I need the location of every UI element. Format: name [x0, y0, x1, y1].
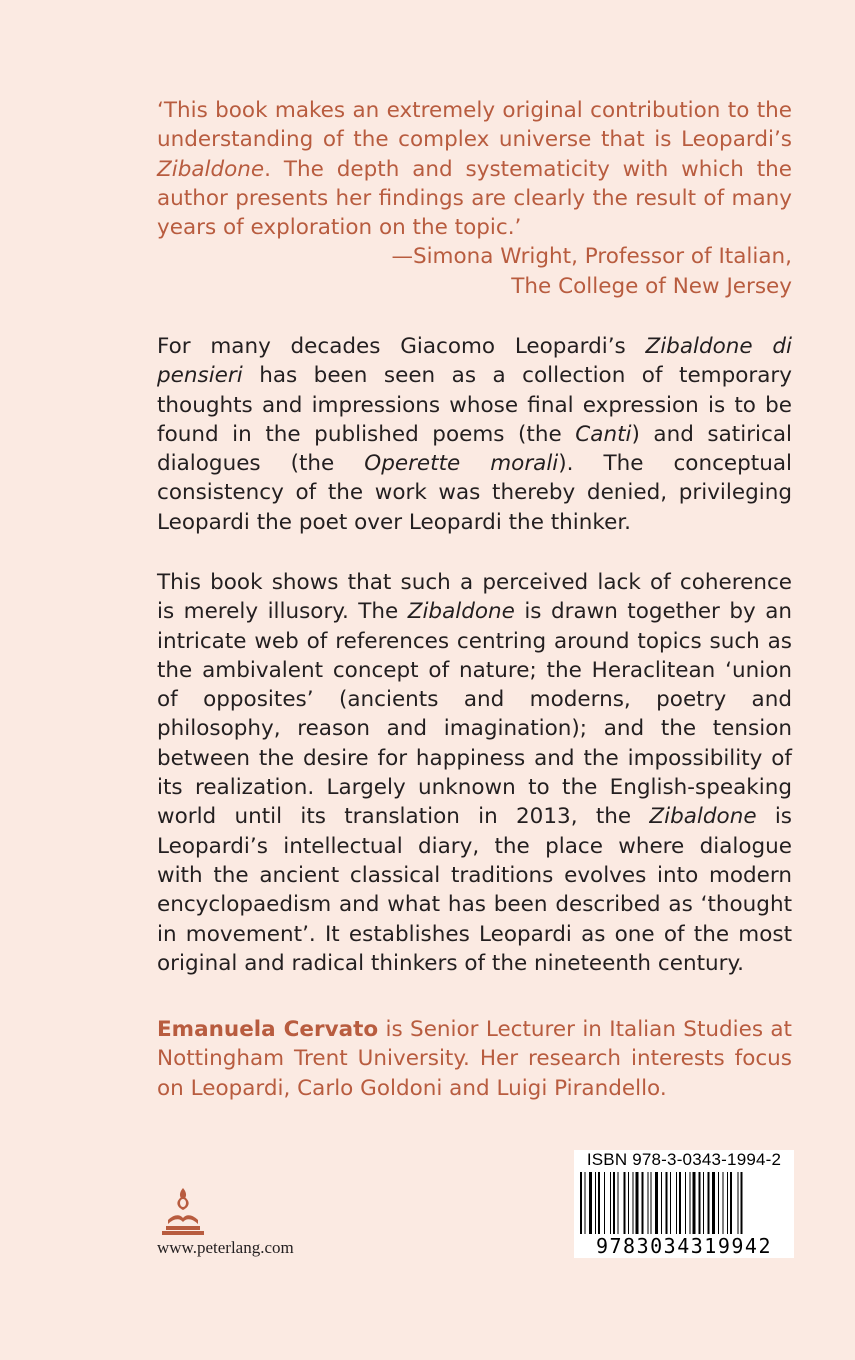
barcode-bar — [676, 1172, 677, 1236]
barcode-bar — [738, 1172, 739, 1236]
barcode-bar — [636, 1172, 639, 1236]
barcode-bar — [741, 1172, 743, 1236]
barcode-bar — [712, 1172, 715, 1236]
barcode-bar — [685, 1172, 686, 1236]
barcode-bar — [679, 1172, 681, 1236]
description-paragraph-2: This book shows that such a perceived lack of coherence is merely illusory. The Zibaldone is drawn together by an intricate web of references centring around topics such as the ambivalent concept of nature; the Heraclitean ‘union of opposites’ (ancients and moderns, poetry and philosophy, reason and imagination); and the tension between the desire for happiness and the impossibility of its realization. Largely unknown to the English-speaking world until its translation in 2013, the Zibaldone is Leopardi’s intellectual diary, the place where dialogue with the ancient classical traditions evolves into modern encyclopaedism and what has been described as ‘thought in movement’. It establishes Leopardi as one of the most original and radical thinkers of the nineteenth century. — [157, 570, 792, 976]
barcode-bar — [580, 1172, 582, 1236]
barcode-bar — [699, 1172, 701, 1236]
barcode-bar — [723, 1172, 724, 1236]
attribution-line-1: —Simona Wright, Professor of Italian, — [391, 244, 792, 270]
barcode-digits: 9783034319942 — [574, 1234, 794, 1258]
quote-text: ‘This book makes an extremely original contribution to the understanding of the complex universe that is Leopardi’s Zibaldone. The depth and systematicity with which the author presents her findings are clearly the result of many years of exploration on the topic.’ — [157, 98, 792, 241]
barcode-bar — [598, 1172, 600, 1236]
barcode-bar — [661, 1172, 662, 1236]
barcode-bar — [730, 1172, 732, 1236]
barcode-bar — [690, 1172, 691, 1236]
author-bio: Emanuela Cervato is Senior Lecturer in Italian Studies at Nottingham Trent University. Her research interests focus on Leopardi, Carlo Goldoni and Luigi Pirandello. — [157, 1017, 792, 1101]
isbn-barcode — [574, 1150, 794, 1257]
barcode-bar — [624, 1172, 626, 1236]
barcode-bar — [585, 1172, 586, 1236]
publisher-url[interactable]: www.peterlang.com — [157, 1238, 294, 1257]
peter-lang-logo-icon — [158, 1186, 208, 1236]
barcode-bar — [648, 1172, 649, 1236]
barcode-bar — [718, 1172, 719, 1236]
barcode-bar — [633, 1172, 634, 1236]
barcode-bar — [655, 1172, 658, 1236]
barcode-bar — [610, 1172, 611, 1236]
quote-attribution — [157, 242, 792, 301]
barcode-bar — [651, 1172, 652, 1236]
barcode-bar — [628, 1172, 629, 1236]
barcode-bar — [589, 1172, 592, 1236]
barcode-bar — [666, 1172, 668, 1236]
barcode-bar — [604, 1172, 605, 1236]
barcode-bar — [618, 1172, 619, 1236]
isbn-label: ISBN 978-3-0343-1994-2 — [586, 1150, 782, 1169]
barcode-bar — [727, 1172, 728, 1236]
barcode-bar — [670, 1172, 671, 1236]
barcode-bar — [613, 1172, 615, 1236]
barcode-bar — [642, 1172, 644, 1236]
barcode-bar — [703, 1172, 704, 1236]
barcode-bars — [578, 1172, 790, 1236]
barcode-bar — [708, 1172, 710, 1236]
author-name: Emanuela Cervato — [157, 1017, 379, 1042]
description-paragraph-1: For many decades Giacomo Leopardi’s Zibaldone di pensieri has been seen as a collection of temporary thoughts and impressions whose final expression is to be found in the published poems (the Canti) and satirical dialogues (the Operette morali). The conceptual consistency of the work was thereby denied, privileging Leopardi the poet over Leopardi the thinker. — [157, 334, 792, 535]
endorsement-quote — [157, 96, 792, 301]
barcode-bar — [595, 1172, 596, 1236]
attribution-line-2: The College of New Jersey — [511, 273, 792, 299]
barcode-bar — [693, 1172, 696, 1236]
